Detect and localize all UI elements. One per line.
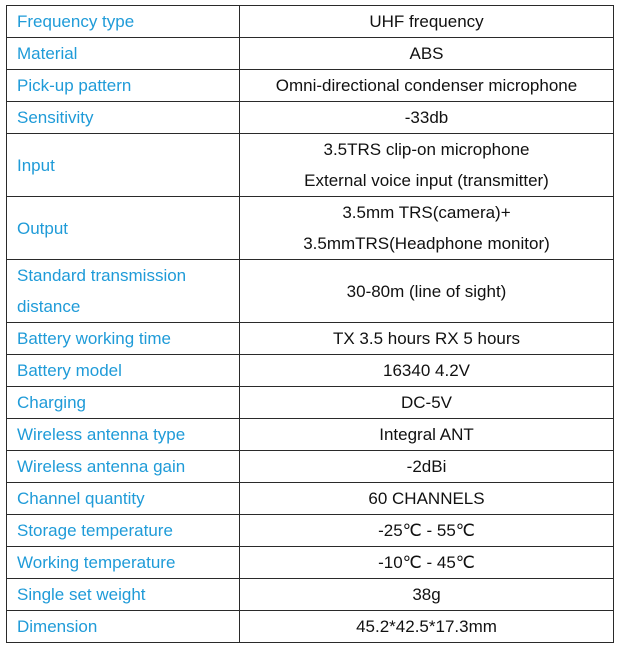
spec-value: -25℃ - 55℃ [378,521,475,540]
spec-label-cell [7,134,240,197]
spec-value: 3.5TRS clip-on microphone [323,140,530,159]
table-row [7,134,614,197]
spec-value: ABS [409,44,444,63]
spec-value-cell [240,387,614,419]
spec-value-cell [240,6,614,38]
spec-value-cell [240,323,614,355]
table-row [7,611,614,643]
spec-label-cell [7,70,240,102]
spec-label: Storage temperature [17,521,173,540]
spec-label: Battery model [17,361,122,380]
spec-label-cell [7,355,240,387]
spec-label-cell [7,451,240,483]
spec-value-cell [240,260,614,323]
table-row [7,483,614,515]
spec-value: 16340 4.2V [383,361,470,380]
table-row [7,6,614,38]
spec-label-cell [7,6,240,38]
spec-value: 3.5mm TRS(camera)+ [342,203,511,222]
spec-label: Wireless antenna gain [17,457,186,476]
spec-label-cell [7,102,240,134]
spec-label-cell [7,38,240,70]
table-row [7,102,614,134]
table-row [7,387,614,419]
spec-value: External voice input (transmitter) [304,171,549,190]
table-row [7,260,614,323]
spec-value: Omni-directional condenser microphone [275,76,578,95]
table-row [7,547,614,579]
spec-label: Output [17,218,69,238]
spec-label: Sensitivity [17,108,94,127]
spec-label: Battery working time [17,329,171,348]
spec-value: 30-80m (line of sight) [346,281,507,301]
spec-value-cell [240,197,614,260]
spec-value: 60 CHANNELS [368,489,485,508]
spec-label: distance [17,297,81,316]
table-row [7,451,614,483]
spec-value-cell [240,38,614,70]
spec-value: 38g [412,585,441,604]
spec-value-cell [240,419,614,451]
spec-label: Channel quantity [17,489,145,508]
table-row [7,355,614,387]
spec-label: Standard transmission [17,266,187,285]
spec-label-cell [7,260,240,323]
spec-label-cell [7,579,240,611]
spec-label-cell [7,611,240,643]
spec-value: -10℃ - 45℃ [378,553,475,572]
table-row [7,197,614,260]
spec-value: Integral ANT [379,425,474,444]
spec-label-cell [7,197,240,260]
table-row [7,419,614,451]
spec-value-cell [240,355,614,387]
spec-label: Material [17,44,78,63]
spec-value: TX 3.5 hours RX 5 hours [332,329,521,348]
spec-value: -2dBi [406,457,447,476]
table-row [7,323,614,355]
table-row [7,38,614,70]
spec-label: Charging [17,393,86,412]
table-row [7,515,614,547]
spec-value: DC-5V [400,393,452,412]
spec-label-cell [7,547,240,579]
spec-value: -33db [404,108,449,127]
spec-label: Working temperature [17,553,176,572]
table-row [7,70,614,102]
spec-label-cell [7,419,240,451]
spec-table [6,5,614,643]
spec-value-cell [240,547,614,579]
spec-value: 3.5mmTRS(Headphone monitor) [303,234,550,253]
spec-label: Input [17,155,55,175]
spec-label: Frequency type [17,12,135,31]
spec-value-cell [240,102,614,134]
spec-label: Wireless antenna type [17,425,186,444]
spec-value-cell [240,134,614,197]
spec-value-cell [240,70,614,102]
spec-value-cell [240,483,614,515]
spec-label: Pick-up pattern [17,76,132,95]
table-row [7,579,614,611]
spec-value-cell [240,611,614,643]
spec-value-cell [240,579,614,611]
spec-value-cell [240,451,614,483]
spec-label-cell [7,515,240,547]
spec-value: 45.2*42.5*17.3mm [356,617,497,636]
spec-label: Dimension [17,617,98,636]
spec-label: Single set weight [17,585,146,604]
spec-value-cell [240,515,614,547]
spec-value: UHF frequency [369,12,484,31]
spec-label-cell [7,483,240,515]
spec-table-body [7,6,614,643]
spec-label-cell [7,323,240,355]
spec-label-cell [7,387,240,419]
